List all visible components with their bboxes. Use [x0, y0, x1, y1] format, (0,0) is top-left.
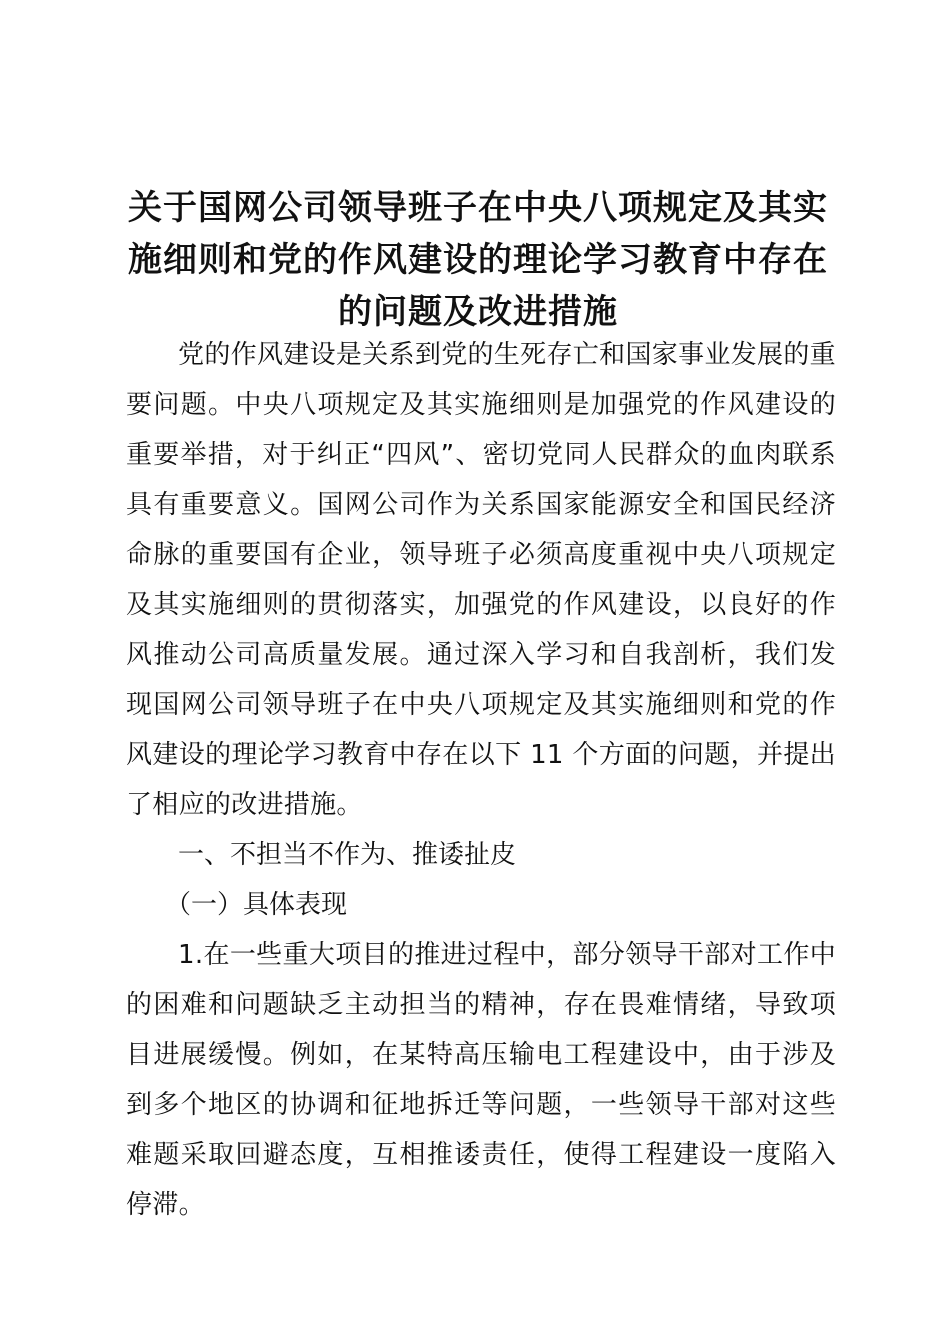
- document-body: [126, 330, 836, 1230]
- item-paragraph: 1.在一些重大项目的推进过程中，部分领导干部对工作中的困难和问题缺乏主动担当的精神，存在畏难情绪，导致项目进展缓慢。例如，在某特高压输电工程建设中，由于涉及到多个地区的协调和征地拆迁等问题，一些领导干部对这些难题采取回避态度，互相推诿责任，使得工程建设一度陷入停滞。: [126, 940, 836, 1220]
- title-line-2: 施细则和党的作风建设的理论学习教育中存在: [128, 240, 828, 280]
- document-title: [120, 182, 836, 338]
- sub-heading: （一）具体表现: [165, 890, 348, 920]
- section-heading: 一、不担当不作为、推诿扯皮: [178, 840, 517, 870]
- intro-paragraph: 党的作风建设是关系到党的生死存亡和国家事业发展的重要问题。中央八项规定及其实施细则是加强党的作风建设的重要举措，对于纠正“四风”、密切党同人民群众的血肉联系具有重要意义。国网公司作为关系国家能源安全和国民经济命脉的重要国有企业，领导班子必须高度重视中央八项规定及其实施细则的贯彻落实，加强党的作风建设，以良好的作风推动公司高质量发展。通过深入学习和自我剖析，我们发现国网公司领导班子在中央八项规定及其实施细则和党的作风建设的理论学习教育中存在以下 11 个方面的问题，并提出了相应的改进措施。: [126, 340, 836, 820]
- title-line-1: 关于国网公司领导班子在中央八项规定及其实: [128, 188, 828, 228]
- title-line-3: 的问题及改进措施: [338, 292, 618, 332]
